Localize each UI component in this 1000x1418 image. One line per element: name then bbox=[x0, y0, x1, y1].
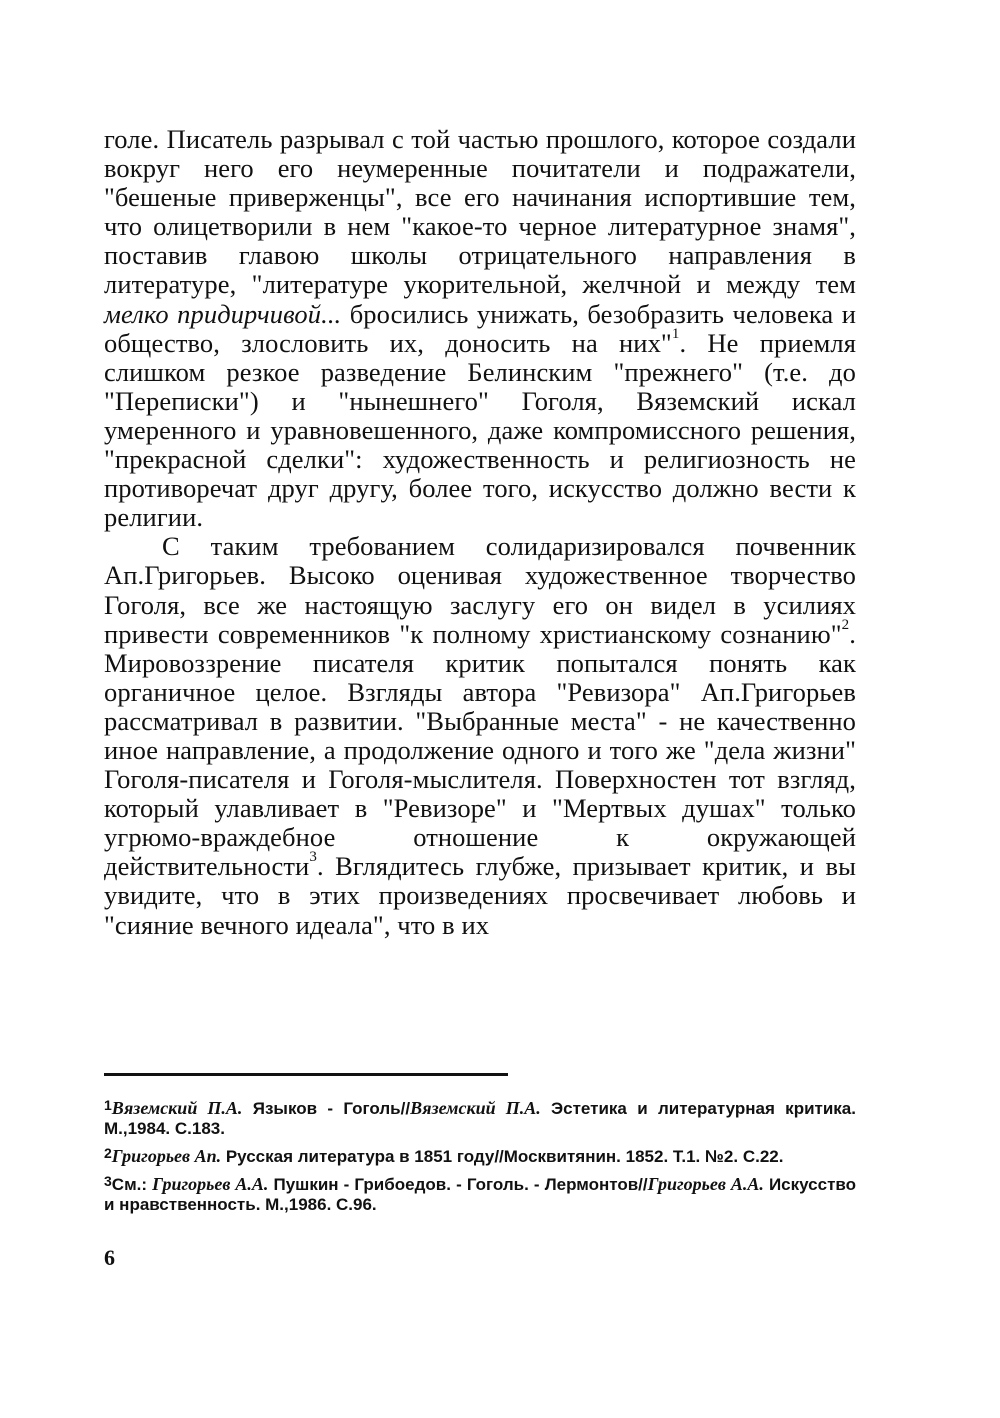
paragraph-1-italic-quote: мелко придирчивой... bbox=[104, 298, 342, 329]
footnote-text: Русская литература в 1851 году//Москвитянин. 1852. Т.1. №2. С.22. bbox=[221, 1147, 784, 1166]
footnote-text: Эстетика и литературная критика. М.,1984. С.183. bbox=[104, 1099, 856, 1138]
paragraph-2-text-a: С таким требованием солидаризировался почвенник Ап.Григорьев. Высоко оценивая художественное творчество Гоголя, все же настоящую заслугу его он видел в усилиях привести современников "к полному христианскому сознанию" bbox=[104, 531, 856, 649]
footnote-ref-3: 3 bbox=[309, 849, 317, 866]
paragraph-1-text-a: голе. Писатель разрывал с той частью прошлого, которое создали вокруг него его неумеренные почитатели и подражатели, "бешеные приверженцы", все его начинания испортившие тем, что олицетворили в нем "какое-то черное литературное знамя", поставив главою школы отрицательного направления в литературе, "литературе укорительной, желчной и между тем bbox=[104, 124, 856, 300]
footnote-author: Григорьев Ап. bbox=[111, 1146, 222, 1166]
footnote-2 bbox=[104, 1146, 856, 1167]
paragraph-1 bbox=[104, 125, 856, 532]
page-number: 6 bbox=[104, 1245, 115, 1270]
footnote-text: Искусство и нравственность. М.,1986. С.96. bbox=[104, 1175, 857, 1214]
footnote-ref-1: 1 bbox=[671, 325, 680, 342]
footnote-author: Григорьев А.А. bbox=[647, 1174, 764, 1194]
footnote-number: 3 bbox=[104, 1173, 112, 1189]
footnote-number: 2 bbox=[104, 1145, 112, 1161]
paragraph-1-text-b: бросились унижать, безобразить человека и общество, злословить их, доносить на них" bbox=[104, 298, 856, 358]
main-text bbox=[104, 125, 856, 940]
footnote-author: Григорьев А.А. bbox=[152, 1174, 269, 1194]
footnote-text: Пушкин - Грибоедов. - Гоголь. - Лермонтов// bbox=[268, 1175, 648, 1194]
footnote-text: Языков - Гоголь// bbox=[242, 1099, 411, 1118]
footnote-divider bbox=[104, 1073, 508, 1076]
paragraph-1-text-c: . Не приемля слишком резкое разведение Белинским "прежнего" (т.е. до "Переписки") и "нынешнего" Гоголя, Вяземский искал умеренного и уравновешенного, даже компромиссного решения, "прекрасной сделки": художественность и религиозность не противоречат друг другу, более того, искусство должно вести к религии. bbox=[104, 327, 856, 533]
footnote-number: 1 bbox=[104, 1097, 112, 1113]
paragraph-2-text-c: . Вглядитесь глубже, призывает критик, и вы увидите, что в этих произведениях просвечивает любовь и "сияние вечного идеала", что в их bbox=[104, 851, 856, 940]
footnote-author: Вяземский П.А. bbox=[410, 1098, 541, 1118]
footnote-1 bbox=[104, 1098, 856, 1139]
footnotes bbox=[104, 1098, 856, 1222]
footnote-prefix: См.: bbox=[111, 1175, 153, 1194]
footnote-3 bbox=[104, 1174, 856, 1215]
paragraph-2 bbox=[104, 532, 856, 939]
footnote-author: Вяземский П.А. bbox=[111, 1098, 243, 1118]
paragraph-2-text-b: . Мировоззрение писателя критик попытался понять как органичное целое. Взгляды автора "Ревизора" Ап.Григорьев рассматривал в развитии. "Выбранные места" - не качественно иное направление, а продолжение одного и того же "дела жизни" Гоголя-писателя и Гоголя-мыслителя. Поверхностен тот взгляд, который улавливает в "Ревизоре" и "Мертвых душах" только угрюмо-враждебное отношение к окружающей действительности bbox=[104, 618, 856, 882]
footnote-ref-2: 2 bbox=[841, 616, 850, 633]
